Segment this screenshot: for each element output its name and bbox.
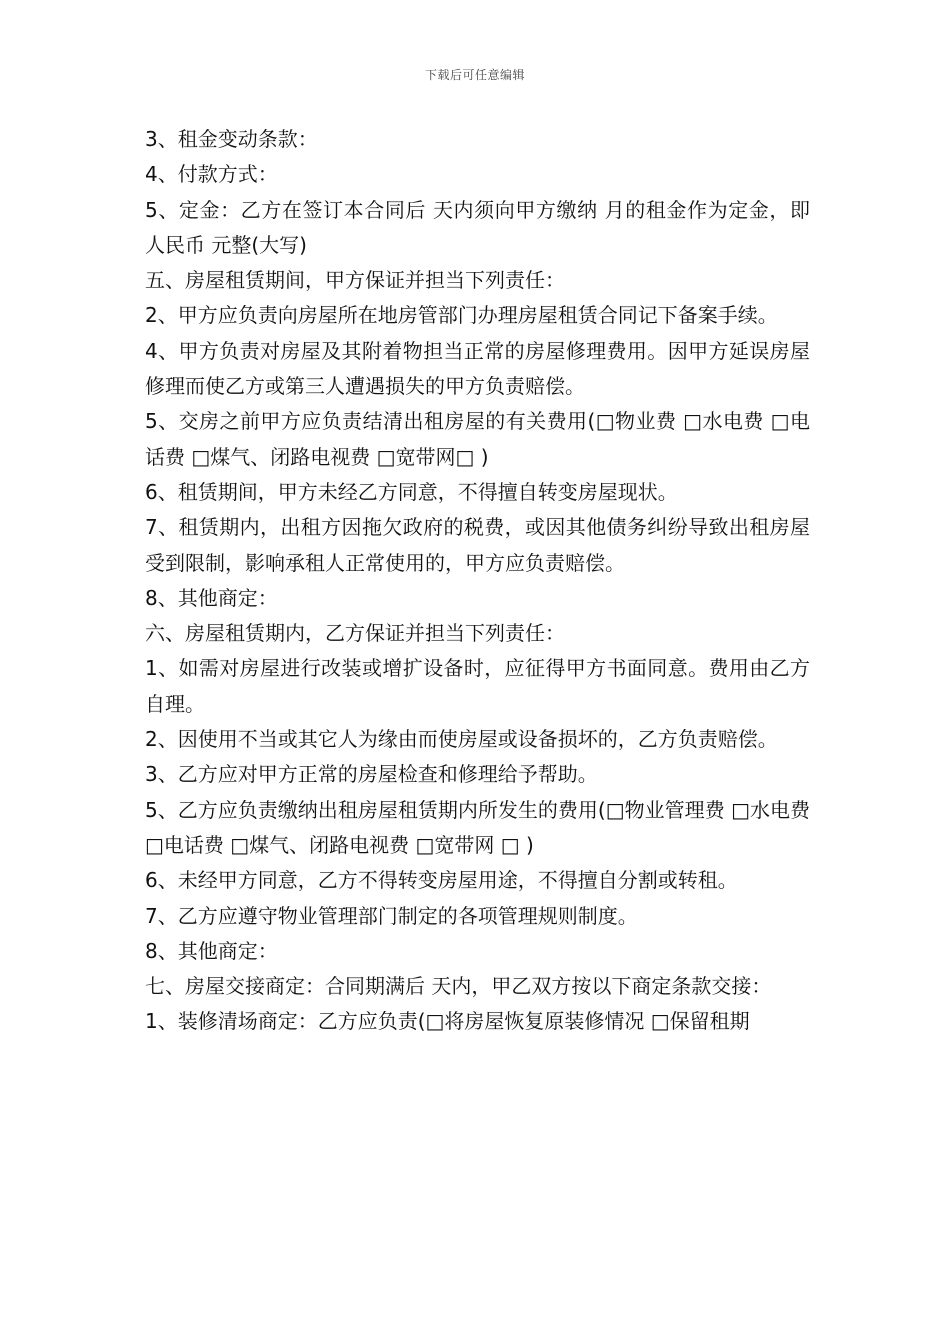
section-5-item-2: 2、甲方应负责向房屋所在地房管部门办理房屋租赁合同记下备案手续。	[145, 303, 778, 328]
document-body	[145, 122, 810, 1040]
section-5-item-8: 8、其他商定：	[145, 585, 278, 610]
clause-5-deposit: 5、定金：乙方在签订本合同后 天内须向甲方缴纳 月的租金作为定金，即人民币 元整(大写)	[145, 197, 810, 257]
section-5-item-4: 4、甲方负责对房屋及其附着物担当正常的房屋修理费用。因甲方延误房屋修理而使乙方或第三人遭遇损失的甲方负责赔偿。	[145, 338, 810, 399]
section-6-item-7: 7、乙方应遵守物业管理部门制定的各项管理规则制度。	[145, 903, 638, 928]
section-6-item-8: 8、其他商定：	[145, 938, 278, 963]
clause-4-payment-method: 4、付款方式：	[145, 162, 278, 187]
section-6-item-3: 3、乙方应对甲方正常的房屋检查和修理给予帮助。	[145, 762, 598, 787]
page-header: 下载后可任意编辑	[424, 68, 525, 82]
section-5-heading: 五、房屋租赁期间，甲方保证并担当下列责任：	[145, 268, 565, 293]
section-6-heading: 六、房屋租赁期内，乙方保证并担当下列责任：	[145, 621, 565, 646]
section-5-item-6: 6、租赁期间，甲方未经乙方同意，不得擅自转变房屋现状。	[145, 479, 678, 504]
section-5-item-5: 5、交房之前甲方应负责结清出租房屋的有关费用(□物业费 □水电费 □电话费 □煤气、闭路电视费 □宽带网□ )	[145, 409, 810, 469]
section-7-heading: 七、房屋交接商定：合同期满后 天内，甲乙双方按以下商定条款交接：	[145, 974, 772, 999]
section-6-item-5: 5、乙方应负责缴纳出租房屋租赁期内所发生的费用(□物业管理费 □水电费 □电话费 □煤气、闭路电视费 □宽带网 □ )	[145, 797, 810, 857]
section-6-item-1: 1、如需对房屋进行改装或增扩设备时，应征得甲方书面同意。费用由乙方自理。	[145, 656, 810, 716]
section-6-item-2: 2、因使用不当或其它人为缘由而使房屋或设备损坏的，乙方负责赔偿。	[145, 727, 778, 752]
section-6-item-6: 6、未经甲方同意，乙方不得转变房屋用途，不得擅自分割或转租。	[145, 868, 738, 893]
section-5-item-7: 7、租赁期内，出租方因拖欠政府的税费，或因其他债务纠纷导致出租房屋受到限制，影响承租人正常使用的，甲方应负责赔偿。	[145, 515, 810, 575]
clause-3-rent-change: 3、租金变动条款：	[145, 127, 318, 151]
section-7-item-1: 1、装修清场商定：乙方应负责(□将房屋恢复原装修情况 □保留租期	[145, 1009, 750, 1034]
